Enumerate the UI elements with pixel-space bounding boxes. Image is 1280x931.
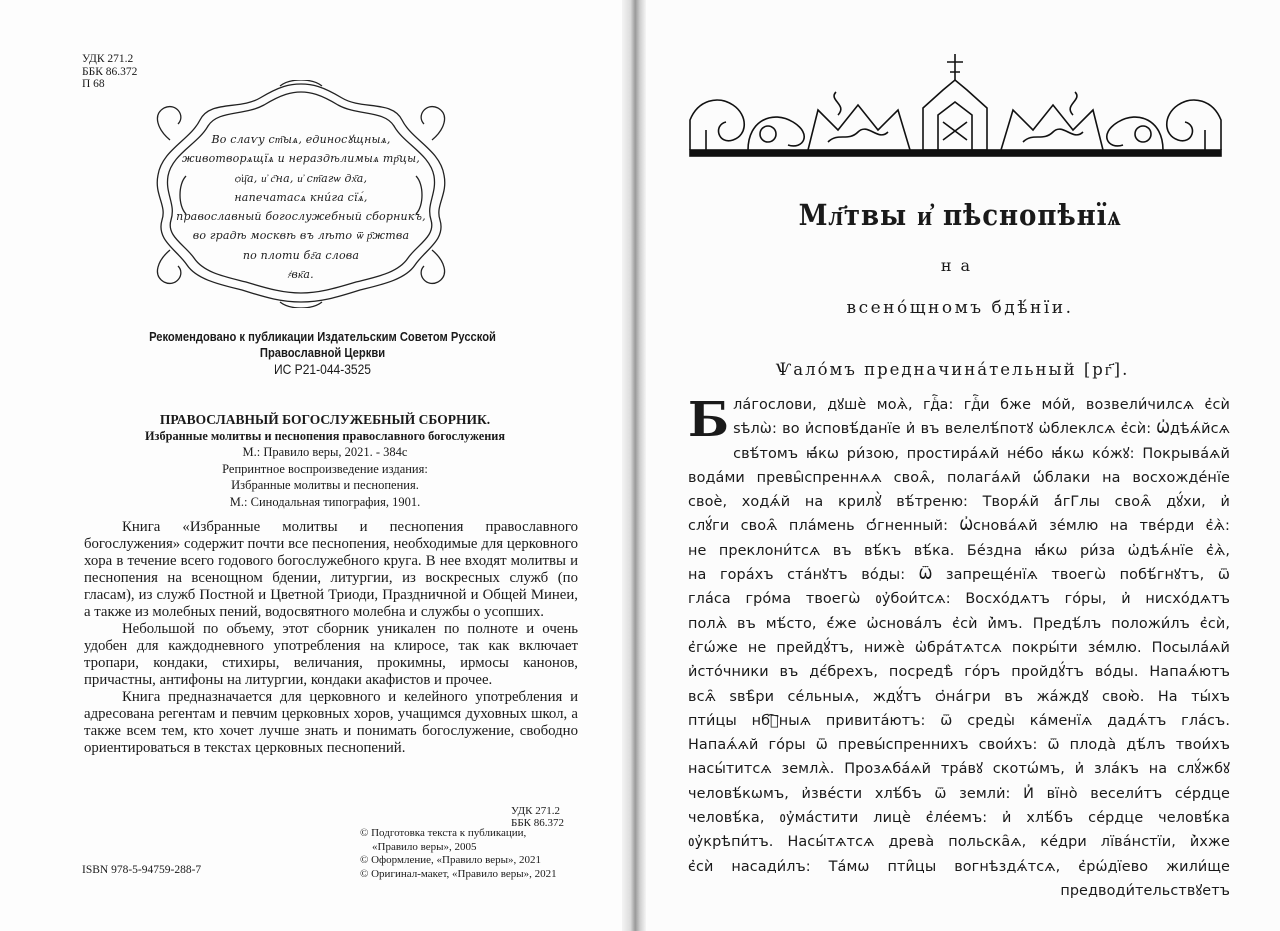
text-line: на гора́хъ ста́нꙋтъ во́ды: Ѿ запреще́нїѧ твоегѡ̀ побѣ́гнꙋтъ, ѿ	[688, 567, 1230, 584]
book-gutter	[622, 0, 646, 931]
udk-bottom	[511, 805, 564, 829]
text-line: слꙋ́ги своѧ̑ пла́мень ѻ҆́гненный: Ѡ҆снова́ѧй зе́млю на тве́рди є҆ѧ̀:	[688, 518, 1230, 535]
drop-cap: Б	[688, 392, 730, 448]
psalm-heading: Ѱало́мъ предначина́тельный [рг҃].	[775, 360, 1130, 379]
copyright-line: © Оригинал-макет, «Правило веры», 2021	[360, 867, 557, 880]
imprint-line: Избранные молитвы и песнопения.	[231, 478, 419, 492]
chapter-subtitle: всено́щномъ бдѣ́нїи.	[846, 298, 1074, 318]
text-line: ла́гослови, дꙋшѐ моѧ̀, гдⷭ҇а: гдⷭ҇и бже мо́й, возвели́чилсѧ є҆сѝ	[733, 397, 1230, 413]
isbn: ISBN 978-5-94759-288-7	[82, 864, 202, 876]
text-line: человѣ́кѡмъ, и҆зве́сти хлѣ́бъ ѿ земли̇: И҆ вїно̀ весели́тъ се́рдце	[688, 785, 1230, 802]
cartouche-line: ѻ҆ц҃а, и҆ с҃на, и҆ ст҃агѡ дх҃а,	[234, 171, 368, 185]
recommendation-text: Рекомендовано к публикации Издательским Советом Русской Православной Церкви	[149, 329, 496, 360]
imprint-line: М.: Правило веры, 2021. - 384с	[242, 445, 408, 459]
text-line: насы́титсѧ землѧ̀. Прозѧба́ѧй тра́вꙋ скотѡ́мъ, и҆ зла́къ на слꙋ́жбꙋ	[688, 761, 1230, 778]
cartouche-line: православный богослужебный сборникъ,	[176, 210, 426, 224]
copyright-block	[360, 827, 557, 881]
recommendation	[114, 329, 531, 377]
text-line: человѣ́ка, ᲂу҆ма́стити лицѐ є҆ле́емъ: и҆ хлѣ́бъ се́рдце человѣ́ка	[688, 810, 1230, 827]
udk-top	[82, 53, 137, 91]
book-subtitle: Избранные молитвы и песнопения православного богослужения	[144, 429, 506, 443]
text-line: не преклони́тсѧ въ вѣ́къ вѣ́ка. Бе́здна ꙗ҆́кѡ ри́за ѡ҆дѣѧ́нїе є҆ѧ̀,	[688, 542, 1230, 559]
bbk-line: ББК 86.372	[511, 817, 564, 829]
book-title: ПРАВОСЛАВНЫЙ БОГОСЛУЖЕБНЫЙ СБОРНИК.	[159, 412, 491, 427]
imprint-line: Репринтное воспроизведение издания:	[222, 461, 428, 476]
left-page	[0, 0, 625, 931]
cartouche-line: по плоти бг҃а слова	[242, 248, 360, 262]
text-line: гла́са гро́ма твоегѡ̀ ᲂу҆бои́тсѧ: Восхо́дѧтъ го́ры, и҆ нисхо́дѧтъ	[688, 591, 1230, 608]
text-line: свѣ́томъ ꙗ҆́кѡ ри́зою, простира́ѧй не́бо ꙗ҆́кѡ ко́жꙋ: Покрыва́ѧй	[733, 445, 1230, 462]
text-line: всѧ̑ ѕвѣ̑ри се́льныѧ, ждꙋ́тъ ѻ҆на́гри въ жа́ждꙋ свою̀. На ты́хъ	[688, 688, 1230, 705]
text-line: вода́ми превы̑спреннѧѧ своѧ̑, полага́ѧй ѡ҆́блаки на восхожде́нїе	[688, 469, 1230, 486]
description-paragraph: Книга «Избранные молитвы и песнопения православного богослужения» содержит почти все песнопения, необходимые для церковного хора в течение всего годового богослужебного круга. В нее входят молитвы и песнопения на всенощном бдении, литургии, из воскресных служб (по гласам), из служб Постной и Цветной Триоди, Праздничной и Общей Минеи, а также из молебных пений, водосвятного молебна и службы о усопших.	[84, 519, 578, 620]
cartouche-line: Во слаѵу ст҃ыѧ, единосꙋщныѧ,	[211, 133, 391, 146]
copyright-line: © Оформление, «Правило веры», 2021	[360, 854, 542, 867]
description-paragraph: Книга предназначается для церковного и келейного употребления и адресована регентам и певчим церковных хоров, учащимся духовных школ, а также всем тем, кто хочет лучше знать и понимать богослужение, свободно ориентироваться в текстах церковных песнопений.	[84, 689, 578, 756]
imprint-line: М.: Синодальная типография, 1901.	[229, 494, 421, 509]
text-line: ѕѣлѡ̀: во и҆сповѣ́данїе и҆ въ велелѣ́потꙋ ѡ҆блеклсѧ є҆сѝ: Ѡ҆дѣѧ́йсѧ	[733, 421, 1230, 438]
text-line: пти́цы нбⷭ҇ныѧ привита́ютъ: ѿ среды̀ ка́менїѧ дадѧ́тъ гла́съ.	[688, 712, 1230, 729]
bbk-line: ББК 86.372	[82, 65, 138, 78]
psalm-text	[688, 393, 1230, 903]
text-line: ᲂу҆крѣпи́тъ. Насы́тѧтсѧ древа̀ польска̑ѧ, ке́дри лїва́нстїи, и҆̀хже	[688, 834, 1230, 851]
cartouche-line: животворѧщїѧ и нераздѣлимыѧ тр҃цы,	[182, 152, 420, 166]
text-line: є҆гѡ́же не прейдꙋ́тъ, нижѐ ѡ҆бра́тѧтсѧ покры́ти зе́млю. Посыла́ѧй	[688, 639, 1230, 656]
bibliographic-block	[80, 412, 570, 510]
book-description	[84, 519, 578, 757]
approval-code: ИС Р21-044-3525	[273, 361, 372, 377]
chapter-title-connector: на	[940, 256, 980, 275]
cartouche-text	[160, 130, 442, 284]
cartouche-line: напечатасѧ кни́га сїѧ́,	[234, 190, 368, 204]
cartouche-line: во градѣ москвѣ въ лѣто ѿ р҃жтва	[192, 229, 410, 243]
catchword: предводи́тельствꙋетъ	[1060, 882, 1230, 899]
copyright-line: «Правило веры», 2005	[372, 840, 477, 853]
description-paragraph: Небольшой по объему, этот сборник уникален по полноте и очень удобен для каждодневного употребления на клиросе, так как включает тропари, кондаки, стихиры, величания, прокимны, ирмосы канонов, причастны, антифоны на литургии, кондаки акафистов и прочее.	[84, 621, 578, 688]
udk-line: УДК 271.2	[511, 805, 561, 817]
text-line: полѧ̀ въ мѣ́сто, є҆́же ѡ҆снова́лъ є҆сѝ и҆̀мъ. Предѣ́лъ положи́лъ є҆сѝ,	[688, 615, 1230, 632]
copyright-line: © Подготовка текста к публикации,	[360, 827, 527, 839]
text-line: є҆сѝ насади́лъ: Та́мѡ пти̑цы вогнѣздѧ́тсѧ, є҆рѡ́дїево жили́ще	[688, 858, 1230, 875]
ornamental-headpiece	[688, 50, 1223, 160]
text-line: своѐ, ходѧ́й на крилꙋ̀ вѣ́треню: Творѧ́й а҆́гГлы своѧ̑ дꙋ́хи, и҆	[688, 494, 1230, 511]
author-mark: П 68	[82, 78, 105, 90]
text-line: Напаѧ́ѧй го́ры ѿ превы́спреннихъ свои́хъ: ѿ плода̀ дѣ́лъ твои́хъ	[688, 737, 1230, 754]
chapter-title: Мл҃твы и҆ пѣснопѣнїѧ	[798, 198, 1122, 232]
cartouche-line: ҂вк҃а.	[288, 268, 314, 282]
udk-line: УДК 271.2	[82, 53, 134, 65]
text-line: и҆сто́чники въ дє́брехъ, посредѣ̀ го́ръ пройдꙋ́тъ во́ды. Напаѧ́ютъ	[688, 664, 1230, 681]
